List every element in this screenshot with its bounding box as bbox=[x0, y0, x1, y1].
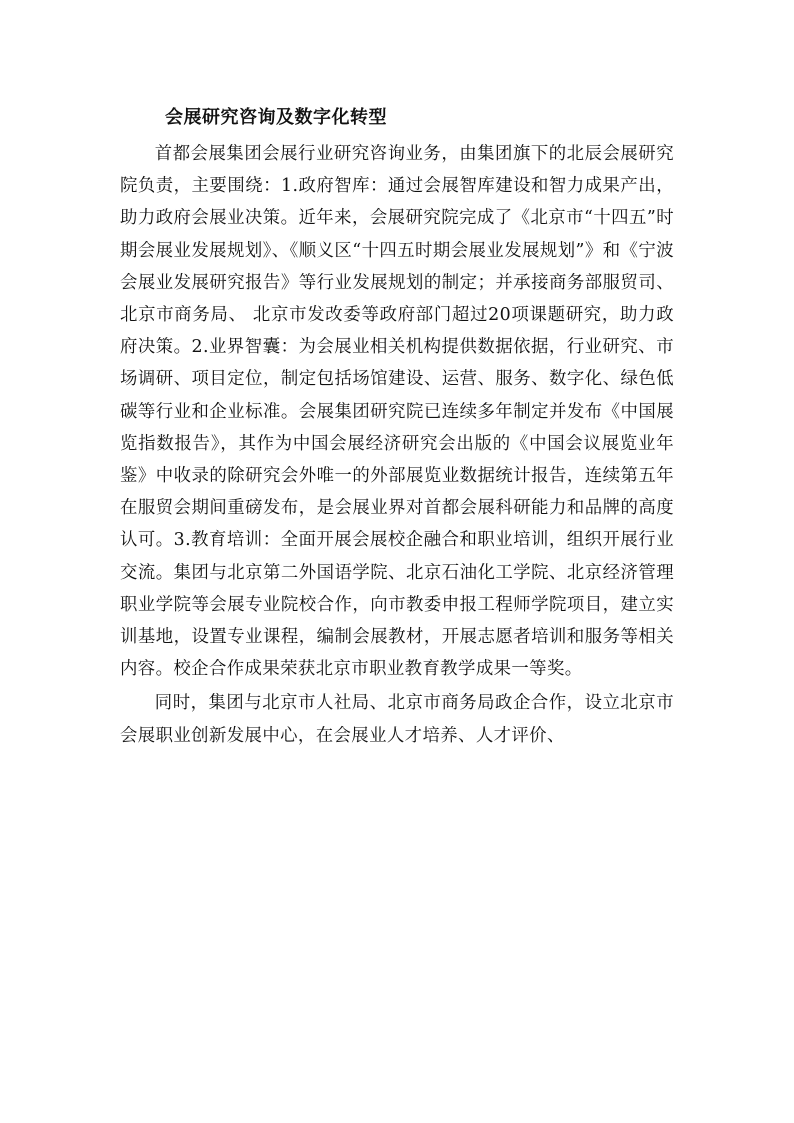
section-heading: 会展研究咨询及数字化转型 bbox=[165, 107, 387, 128]
body-paragraph: 首都会展集团会展行业研究咨询业务，由集团旗下的北辰会展研究院负责，主要围绕：1.政府智库：通过会展智库建设和智力成果产出，助力政府会展业决策。近年来，会展研究院完成了《北京市“十四五”时期会展业发展规划》、《顺义区“十四五时期会展业发展规划”》和《宁波会展业发展研究报告》等行业发展规划的制定；并承接商务部服贸司、北京市商务局、 北京市发改委等政府部门超过20项课题研究，助力政府决策。2.业界智囊：为会展业相关机构提供数据依据，行业研究、市场调研、项目定位，制定包括场馆建设、运营、服务、数字化、绿色低碳等行业和企业标准。会展集团研究院已连续多年制定并发布《中国展览指数报告》，其作为中国会展经济研究会出版的《中国会议展览业年鉴》中收录的除研究会外唯一的外部展览业数据统计报告，连续第五年在服贸会期间重磅发布，是会展业界对首都会展科研能力和品牌的高度认可。3.教育培训：全面开展会展校企融合和职业培训，组织开展行业交流。集团与北京第二外国语学院、北京石油化工学院、北京经济管理职业学院等会展专业院校合作，向市教委申报工程师学院项目，建立实训基地，设置专业课程，编制会展教材，开展志愿者培训和服务等相关内容。校企合作成果荣获北京市职业教育教学成果一等奖。 bbox=[120, 144, 674, 680]
body-paragraph: 同时，集团与北京市人社局、北京市商务局政企合作，设立北京市会展职业创新发展中心，在会展业人才培养、人才评价、 bbox=[120, 693, 674, 746]
